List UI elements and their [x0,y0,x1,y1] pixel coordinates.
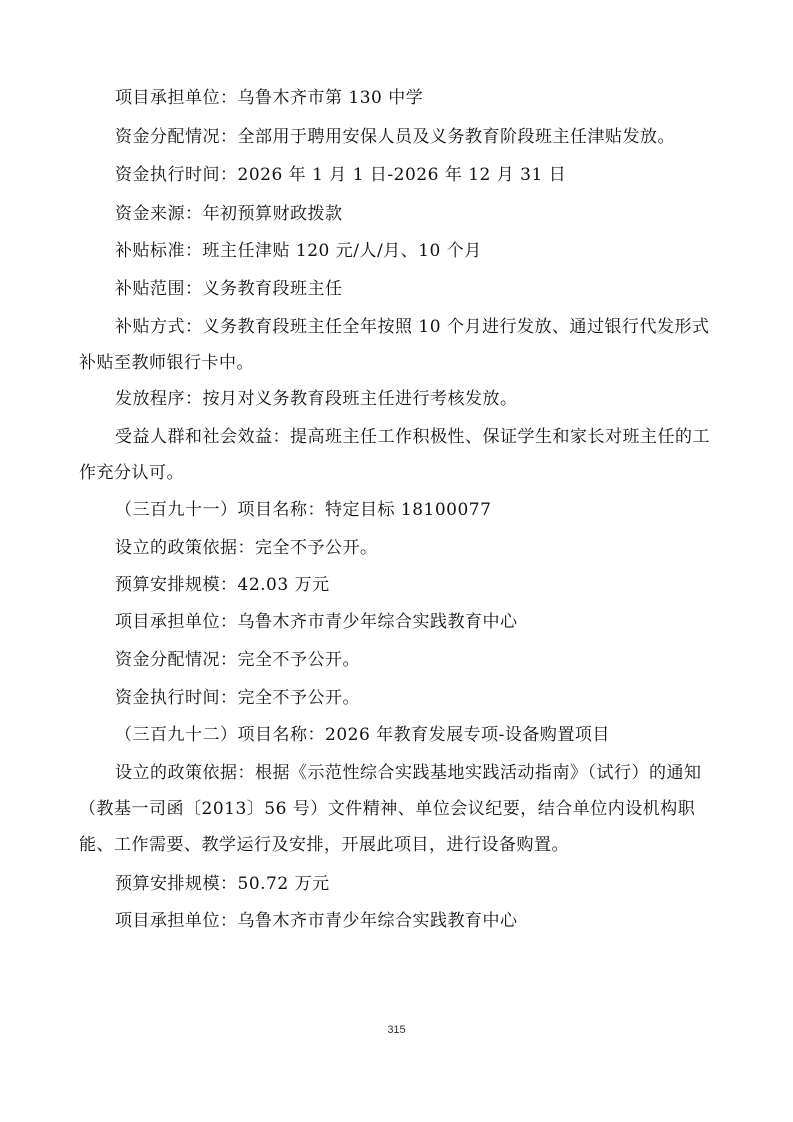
paragraph-execution-time-391: 资金执行时间：完全不予公开。 [115,688,360,708]
paragraph-budget-391: 预算安排规模：42.03 万元 [115,575,330,595]
paragraph-fund-allocation: 资金分配情况：全部用于聘用安保人员及义务教育阶段班主任津贴发放。 [115,127,675,147]
paragraph-subsidy-standard: 补贴标准：班主任津贴 120 元/人/月、10 个月 [115,241,482,261]
paragraph-execution-time: 资金执行时间：2026 年 1 月 1 日-2026 年 12 月 31 日 [115,165,567,185]
paragraph-payment-procedure: 发放程序：按月对义务教育段班主任进行考核发放。 [115,389,518,409]
paragraph-undertaking-unit-392: 项目承担单位：乌鲁木齐市青少年综合实践教育中心 [115,911,518,931]
section-heading-391: （三百九十一）项目名称：特定目标 18100077 [115,500,492,520]
paragraph-fund-source: 资金来源：年初预算财政拨款 [115,204,343,224]
paragraph-policy-basis-392: 设立的政策依据：根据《示范性综合实践基地实践活动指南》（试行）的通知（教基一司函〔2013〕56 号）文件精神、单位会议纪要，结合单位内设机构职能、工作需要、教学运行及安排，开展此项目，进行设备购置。 [79,763,702,855]
page-number: 315 [387,1024,406,1036]
paragraph-subsidy-method: 补贴方式：义务教育段班主任全年按照 10 个月进行发放、通过银行代发形式补贴至教师银行卡中。 [79,317,710,373]
paragraph-subsidy-scope: 补贴范围：义务教育段班主任 [115,279,343,299]
paragraph-undertaking-unit-130: 项目承担单位：乌鲁木齐市第 130 中学 [115,88,424,108]
paragraph-policy-basis-391: 设立的政策依据：完全不予公开。 [115,538,378,558]
paragraph-beneficiaries: 受益人群和社会效益：提高班主任工作积极性、保证学生和家长对班主任的工作充分认可。 [79,427,710,483]
paragraph-fund-allocation-391: 资金分配情况：完全不予公开。 [115,650,360,670]
paragraph-undertaking-unit-391: 项目承担单位：乌鲁木齐市青少年综合实践教育中心 [115,612,518,632]
paragraph-budget-392: 预算安排规模：50.72 万元 [115,874,330,894]
section-heading-392: （三百九十二）项目名称：2026 年教育发展专项-设备购置项目 [115,725,610,745]
